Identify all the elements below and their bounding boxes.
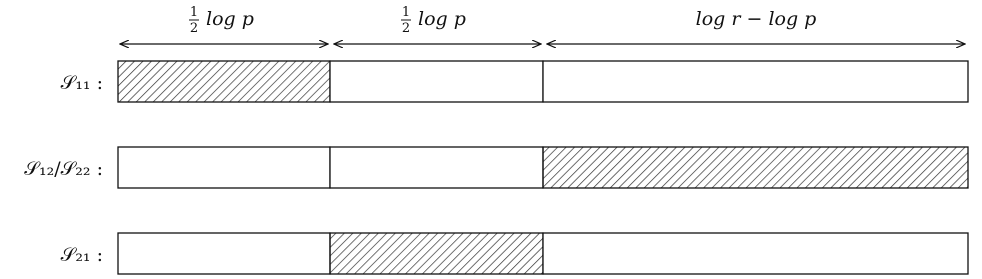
row-s12-s22 <box>24 147 968 188</box>
fraction-numerator: 1 <box>189 5 199 20</box>
row-label: 𝒮₁₂/𝒮₂₂ : <box>24 158 103 180</box>
segment-half-log-p-second <box>330 147 543 188</box>
row-label: 𝒮₂₁ : <box>60 244 103 266</box>
fraction-numerator: 1 <box>401 5 411 20</box>
row-s21 <box>61 233 968 274</box>
dimension-text: log p <box>418 8 466 30</box>
segment-log-r-minus-log-p <box>543 61 968 102</box>
segment-half-log-p-second-hatched <box>330 233 543 274</box>
segment-half-log-p-first <box>118 147 330 188</box>
segment-half-log-p-first <box>118 233 330 274</box>
dimension-text: log r − log p <box>695 8 817 30</box>
segment-half-log-p-first-hatched <box>118 61 330 102</box>
dimension-label-3 <box>696 8 817 30</box>
segment-log-r-minus-log-p-hatched <box>543 147 968 188</box>
segment-half-log-p-second <box>330 61 543 102</box>
dimension-text: log p <box>206 8 254 30</box>
dimension-label-2 <box>401 5 466 36</box>
fraction-denominator: 2 <box>401 21 411 36</box>
row-s11 <box>61 61 968 102</box>
segment-log-r-minus-log-p <box>543 233 968 274</box>
row-label: 𝒮₁₁ : <box>60 72 103 94</box>
dimension-label-1 <box>189 5 254 36</box>
fraction-denominator: 2 <box>189 21 199 36</box>
